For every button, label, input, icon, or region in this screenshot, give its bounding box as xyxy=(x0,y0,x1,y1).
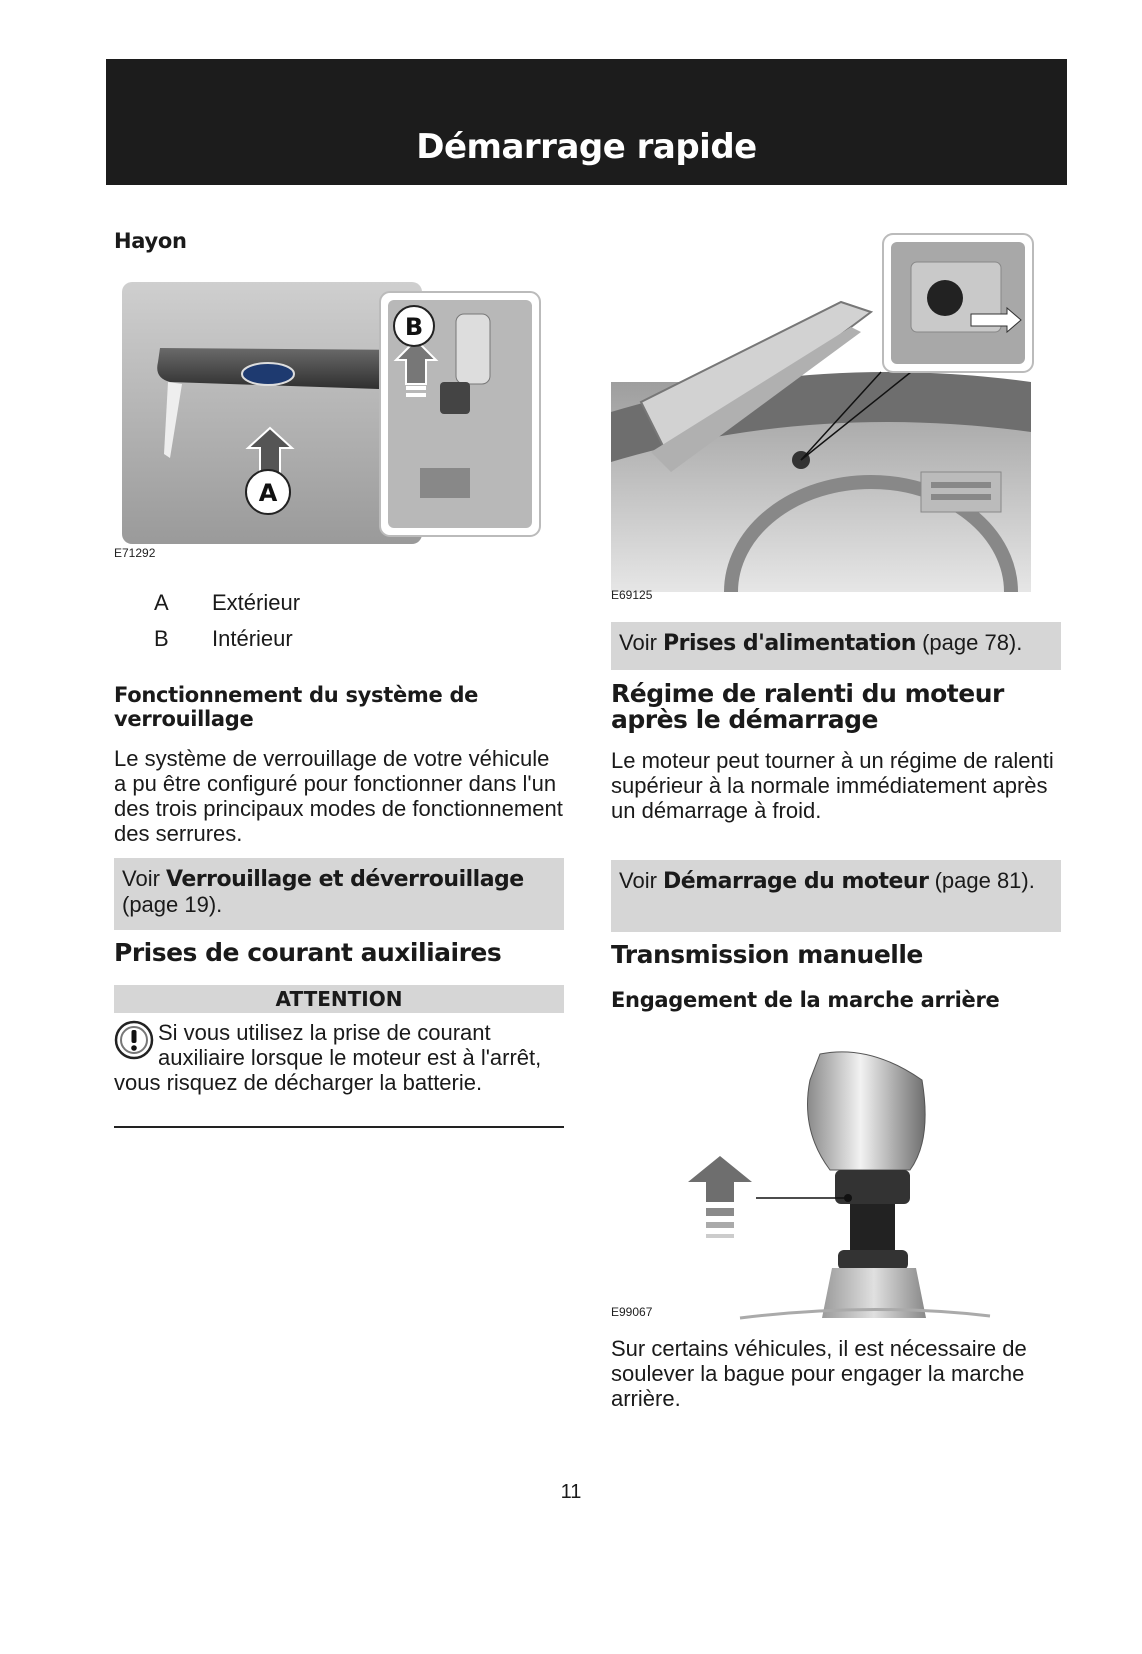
attention-divider xyxy=(114,1126,564,1128)
voir-text: Voir xyxy=(619,630,657,655)
manual-transmission-heading: Transmission manuelle xyxy=(611,940,923,969)
start-reference-link[interactable]: Démarrage du moteur xyxy=(663,869,929,894)
warning-icon xyxy=(114,1020,158,1070)
figure-code-e71292: E71292 xyxy=(114,546,156,560)
attention-text: Si vous utilisez la prise de courant auxiliaire lorsque le moteur est à l'arrêt, vous risquez de décharger la batterie. xyxy=(114,1020,542,1095)
aux-power-heading: Prises de courant auxiliaires xyxy=(114,938,502,967)
legend-value: Intérieur xyxy=(212,626,293,651)
page-number: 11 xyxy=(560,1481,582,1503)
reverse-gear-heading: Engagement de la marche arrière xyxy=(611,988,1000,1012)
power-reference-link[interactable]: Prises d'alimentation xyxy=(663,631,916,656)
reverse-body: Sur certains véhicules, il est nécessaire de soulever la bague pour engager la marche arrière. xyxy=(611,1336,1027,1411)
locking-heading: Fonctionnement du système de verrouillage xyxy=(114,683,479,731)
page-title: Démarrage rapide xyxy=(416,127,757,167)
page-reference: (page 78). xyxy=(922,630,1023,655)
header-banner xyxy=(106,59,1067,185)
attention-bar: ATTENTION xyxy=(114,985,564,1013)
gear-lever-figure xyxy=(670,1050,1000,1320)
idle-body: Le moteur peut tourner à un régime de ralenti supérieur à la normale immédiatement après un démarrage à froid. xyxy=(611,748,1054,823)
start-reference-box xyxy=(611,860,1061,932)
gear-lever-illustration xyxy=(670,1050,1000,1320)
page-reference: (page 81). xyxy=(934,868,1035,893)
callout-a: A xyxy=(258,479,278,507)
callout-b: B xyxy=(404,313,424,341)
voir-text: Voir xyxy=(122,866,160,891)
tailgate-figure xyxy=(120,278,550,550)
hayon-heading: Hayon xyxy=(114,229,187,253)
tailgate-illustration xyxy=(120,278,550,550)
attention-block xyxy=(114,1020,564,1095)
legend-key: A xyxy=(154,590,169,615)
voir-text: Voir xyxy=(619,868,657,893)
locking-reference-link[interactable]: Verrouillage et déverrouillage xyxy=(166,867,524,892)
locking-reference-box xyxy=(114,858,564,930)
idle-heading: Régime de ralenti du moteur après le démarrage xyxy=(611,679,1004,734)
power-point-figure xyxy=(611,232,1036,592)
legend-key: B xyxy=(154,626,169,651)
figure-code-e99067: E99067 xyxy=(611,1305,653,1319)
locking-body: Le système de verrouillage de votre véhicule a pu être configuré pour fonctionner dans l'un des trois principaux modes de fonctionnement des serrures. xyxy=(114,746,563,846)
legend-value: Extérieur xyxy=(212,590,301,615)
dashboard-illustration xyxy=(611,232,1036,592)
page-reference: (page 19). xyxy=(122,892,223,917)
figure-code-e69125: E69125 xyxy=(611,588,653,602)
power-reference-box xyxy=(611,622,1061,670)
